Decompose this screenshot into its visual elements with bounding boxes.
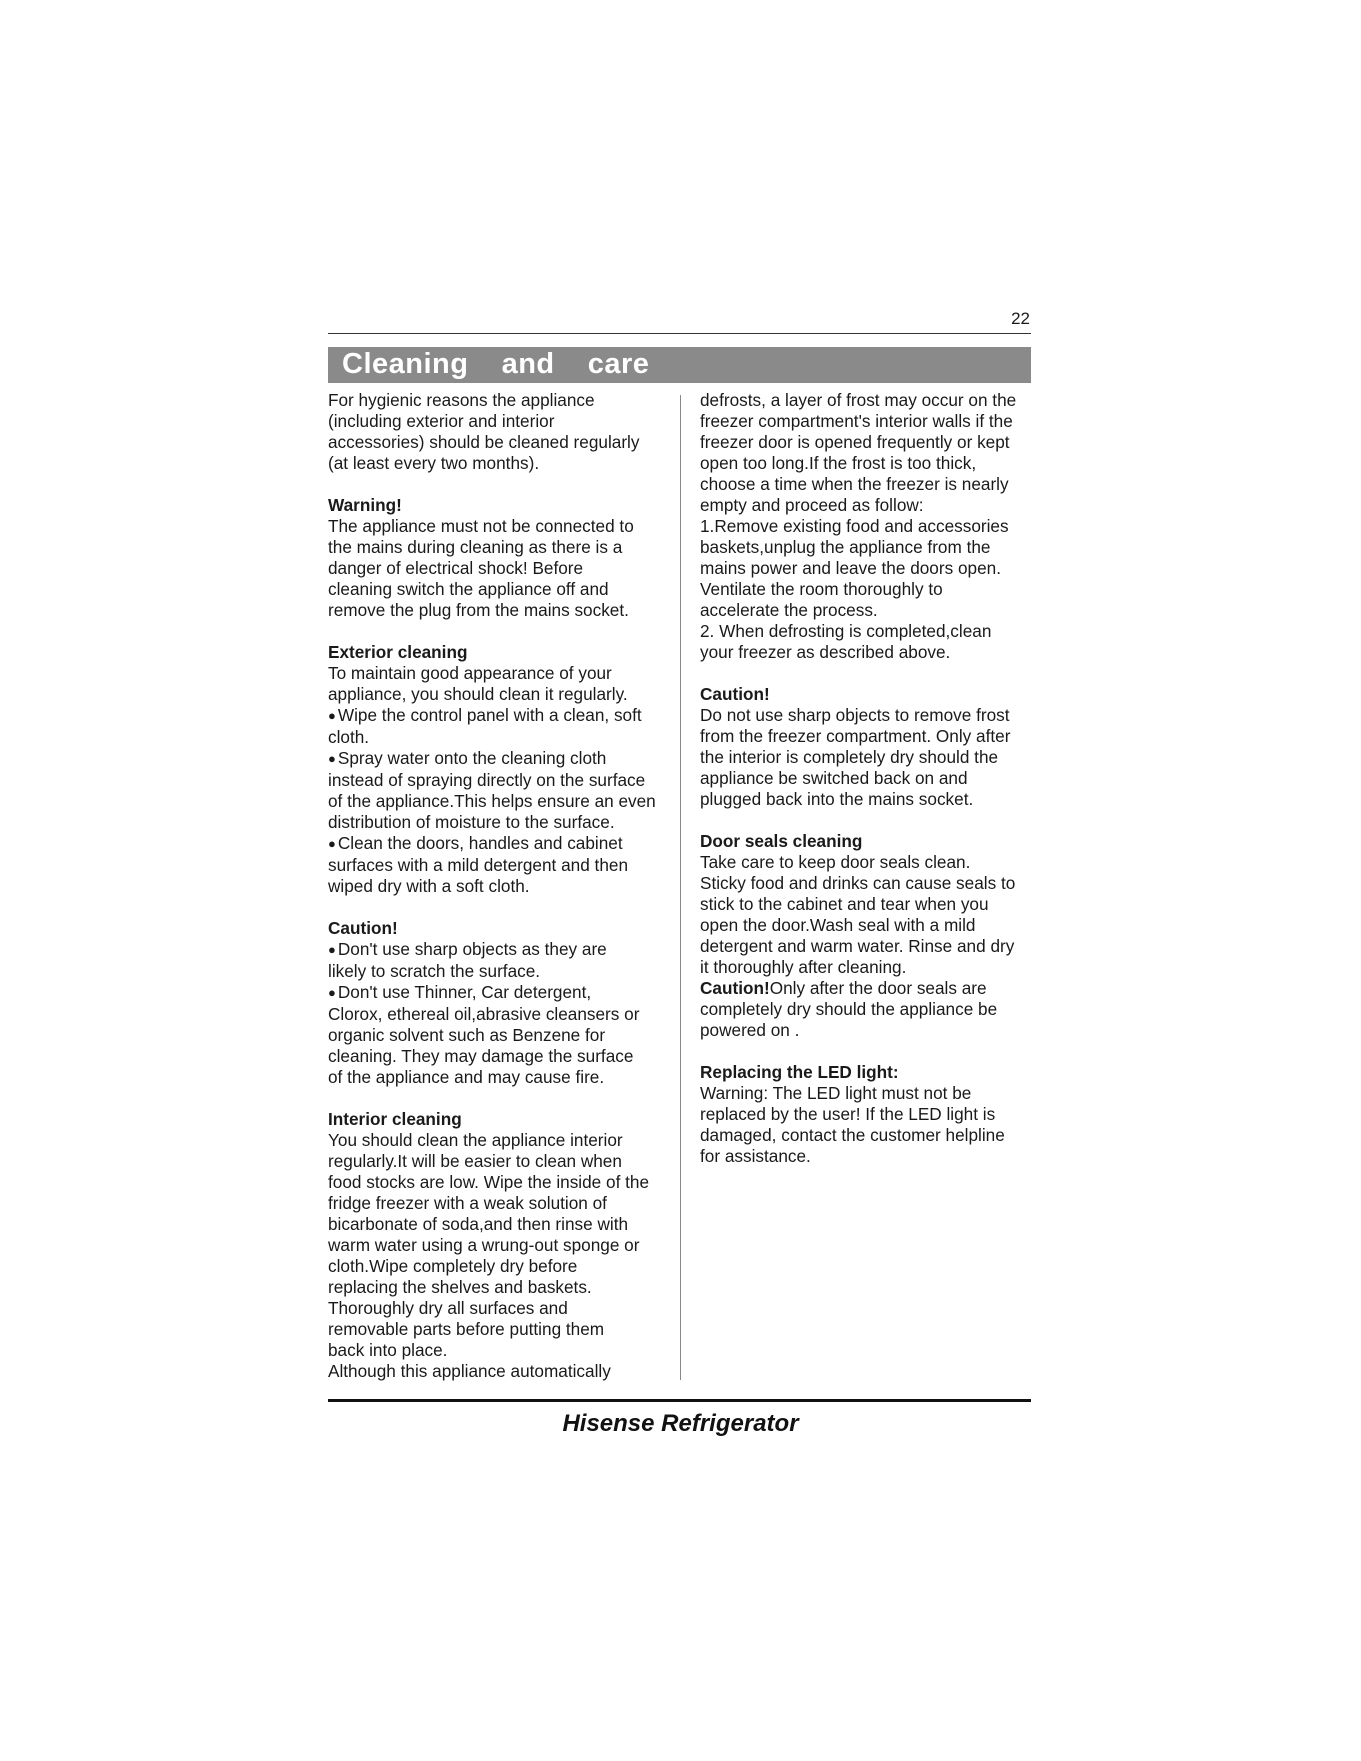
caution-bullet-item <box>328 982 668 1088</box>
left-column <box>328 390 668 1382</box>
bullet-dot-icon: ● <box>328 985 336 1000</box>
caution-heading: Caution! <box>700 684 770 704</box>
exterior-bullet-item <box>328 748 668 833</box>
caution-bullet-item <box>328 939 668 982</box>
bullet-dot-icon: ● <box>328 836 336 851</box>
exterior-cleaning-heading: Exterior cleaning <box>328 642 468 662</box>
door-seals-heading: Door seals cleaning <box>700 831 863 851</box>
bullet-text: Spray water onto the cleaning cloth instead of spraying directly on the surface of the appliance.This helps ensure an even distribution of moisture to the surface. <box>328 748 656 832</box>
footer-brand: Hisense Refrigerator <box>562 1410 799 1437</box>
top-rule <box>328 333 1031 334</box>
bullet-dot-icon: ● <box>328 942 336 957</box>
warning-heading: Warning! <box>328 495 402 515</box>
bullet-text: Don't use Thinner, Car detergent, Clorox, ethereal oil,abrasive cleansers or organic solvent such as Benzene for cleaning. They may damage the surface of the appliance and may cause fire. <box>328 982 640 1087</box>
caution-paragraph: Do not use sharp objects to remove frost from the freezer compartment. Only after the interior is completely dry should the appliance be switched back on and plugged back into the mains socket. <box>700 705 1011 809</box>
door-seals-caution <box>700 978 1040 1041</box>
interior-cleaning-paragraph: You should clean the appliance interior regularly.It will be easier to clean when food stocks are low. Wipe the inside of the fridge freezer with a weak solution of bicarbonate of soda,and then rinse with warm water using a wrung-out sponge or cloth.Wipe completely dry before replacing the shelves and baskets. Thoroughly dry all surfaces and removable parts before putting them back into place. Although this appliance automatically <box>328 1130 650 1381</box>
led-light-heading: Replacing the LED light: <box>700 1062 899 1082</box>
exterior-cleaning-paragraph: To maintain good appearance of your appliance, you should clean it regularly. <box>328 663 628 704</box>
page-number: 22 <box>1011 309 1030 328</box>
bullet-text: Don't use sharp objects as they are likely to scratch the surface. <box>328 939 607 981</box>
door-seals-paragraph: Take care to keep door seals clean. Sticky food and drinks can cause seals to stick to the cabinet and tear when you open the door.Wash seal with a mild detergent and warm water. Rinse and dry it thoroughly after cleaning. <box>700 852 1016 977</box>
bullet-text: Clean the doors, handles and cabinet surfaces with a mild detergent and then wiped dry with a soft cloth. <box>328 833 629 896</box>
intro-paragraph: For hygienic reasons the appliance (including exterior and interior accessories) should be cleaned regularly (at least every two months). <box>328 390 640 473</box>
door-seals-caution-text: Only after the door seals are completely dry should the appliance be powered on . <box>700 978 998 1040</box>
bottom-rule <box>328 1399 1031 1402</box>
led-light-paragraph: Warning: The LED light must not be replaced by the user! If the LED light is damaged, contact the customer helpline for assistance. <box>700 1083 1005 1166</box>
right-column <box>700 390 1040 1167</box>
column-divider <box>680 395 681 1380</box>
exterior-bullet-item <box>328 833 668 897</box>
interior-cleaning-heading: Interior cleaning <box>328 1109 462 1129</box>
warning-paragraph: The appliance must not be connected to the mains during cleaning as there is a danger of electrical shock! Before cleaning switch the appliance off and remove the plug from the mains socket. <box>328 516 634 620</box>
bullet-dot-icon: ● <box>328 708 336 723</box>
section-title: Cleaning and care <box>342 348 650 380</box>
exterior-bullet-item <box>328 705 668 748</box>
door-seals-caution-label: Caution! <box>700 978 770 998</box>
defrost-paragraph: defrosts, a layer of frost may occur on the freezer compartment's interior walls if the freezer door is opened frequently or kept open too long.If the frost is too thick, choose a time when the freezer is nearly empty and proceed as follow: 1.Remove existing food and accessories baskets,unplug the appliance from the mains power and leave the doors open. Ventilate the room thoroughly to accelerate the process. 2. When defrosting is completed,clean your freezer as described above. <box>700 390 1017 662</box>
caution-heading: Caution! <box>328 918 398 938</box>
section-title-bar <box>328 347 1031 383</box>
bullet-dot-icon: ● <box>328 751 336 766</box>
bullet-text: Wipe the control panel with a clean, soft cloth. <box>328 705 642 747</box>
